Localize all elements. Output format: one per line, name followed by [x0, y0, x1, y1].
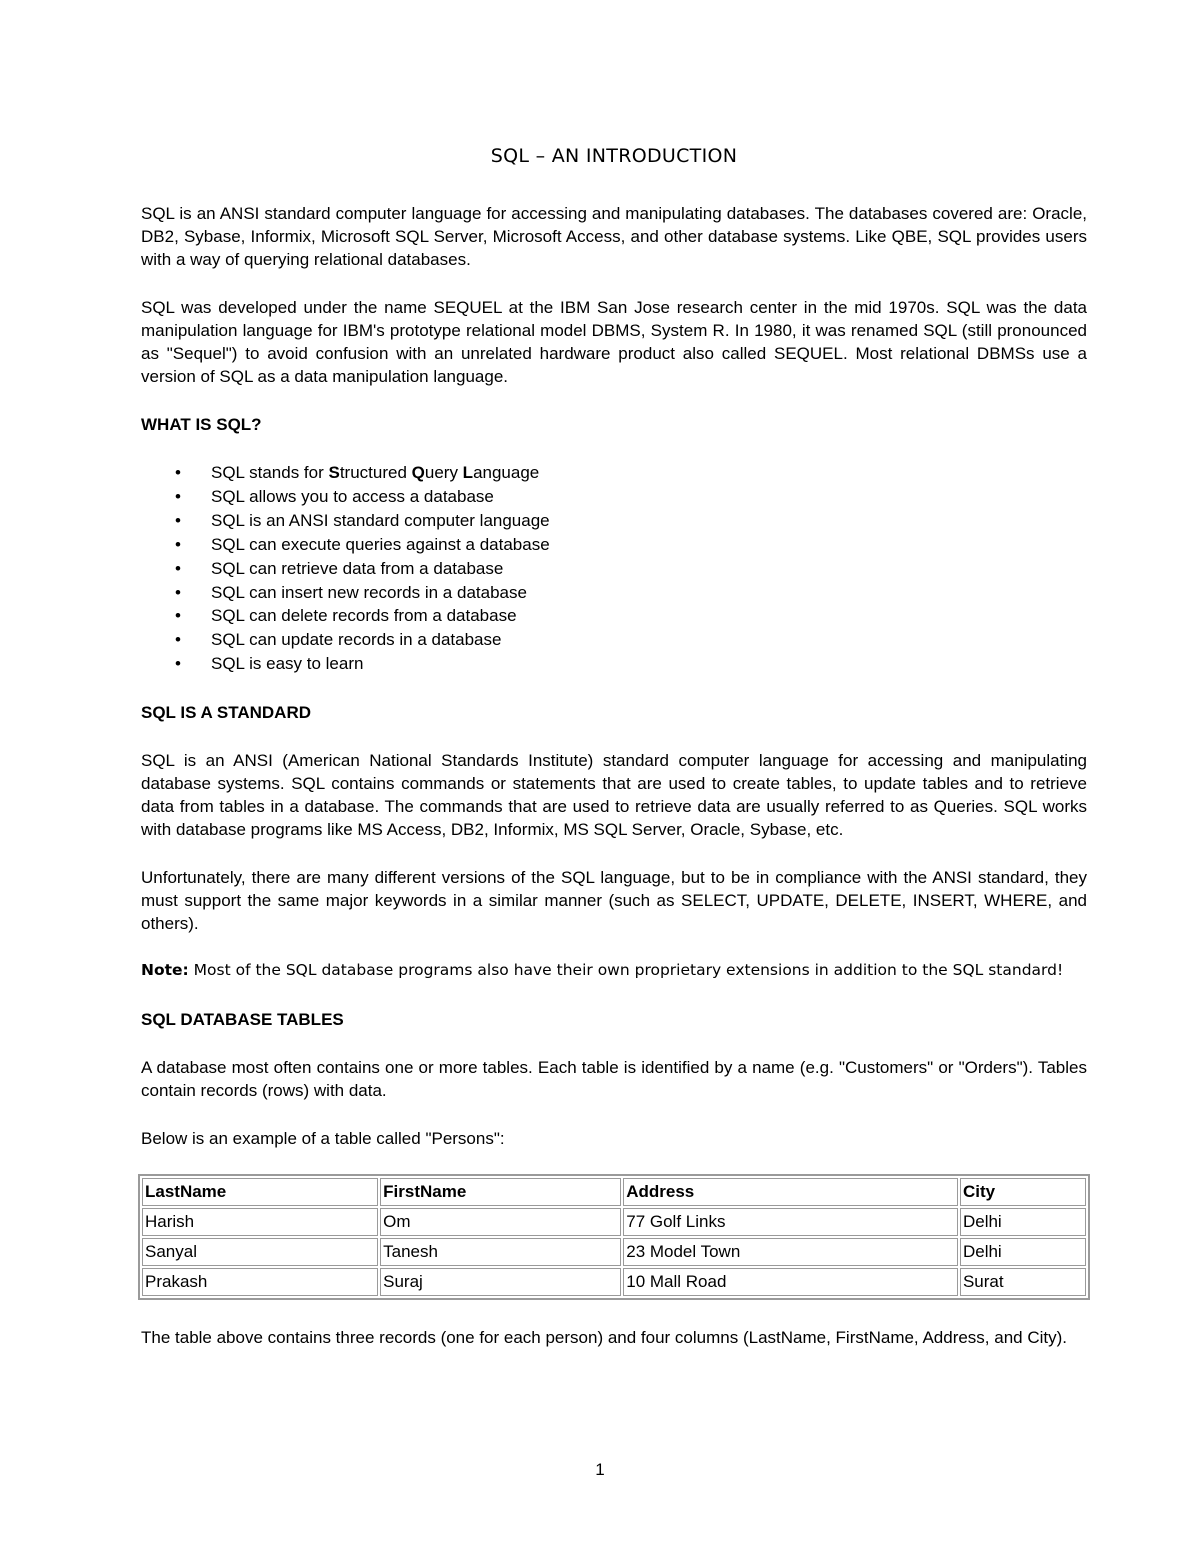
table-header-cell: Address [623, 1178, 958, 1206]
document-title: SQL – AN INTRODUCTION [490, 145, 738, 167]
list-item: • SQL can retrieve data from a database [211, 557, 1087, 581]
tables-paragraph-2: Below is an example of a table called "Persons": [141, 1129, 505, 1149]
table-header-cell: FirstName [380, 1178, 621, 1206]
list-item: • SQL allows you to access a database [211, 485, 1087, 509]
list-item: • SQL stands for Structured Query Language [211, 461, 1087, 485]
list-item: • SQL can insert new records in a database [211, 581, 1087, 605]
standard-paragraph-2: Unfortunately, there are many different versions of the SQL language, but to be in compliance with the ANSI standard, they must support the same major keywords in a similar manner (such as SELECT, UPDATE, DELETE, INSERT, WHERE, and others). [141, 868, 1087, 934]
table-cell: Tanesh [380, 1238, 621, 1266]
table-description: The table above contains three records (one for each person) and four columns (LastName, FirstName, Address, and City). [141, 1328, 1068, 1348]
table-cell: Harish [142, 1208, 378, 1236]
table-cell: Surat [960, 1268, 1086, 1296]
table-cell: Delhi [960, 1238, 1086, 1266]
table-row [142, 1238, 1086, 1266]
table-header-row [142, 1178, 1086, 1206]
intro-paragraph-1: SQL is an ANSI standard computer language for accessing and manipulating databases. The databases covered are: Oracle, DB2, Sybase, Informix, Microsoft SQL Server, Microsoft Access, and other database systems. Like QBE, SQL provides users with a way of querying relational databases. [141, 204, 1087, 269]
tables-paragraph-1: A database most often contains one or more tables. Each table is identified by a name (e.g. "Customers" or "Orders"). Tables contain records (rows) with data. [141, 1058, 1087, 1101]
list-item: • SQL can update records in a database [211, 628, 1087, 652]
heading-what-is-sql: WHAT IS SQL? [141, 415, 262, 434]
table-header-cell: City [960, 1178, 1086, 1206]
list-item: • SQL is an ANSI standard computer language [211, 509, 1087, 533]
persons-table [138, 1174, 1090, 1300]
table-cell: 23 Model Town [623, 1238, 958, 1266]
what-is-sql-list [141, 461, 1087, 676]
table-row [142, 1268, 1086, 1296]
heading-sql-is-a-standard: SQL IS A STANDARD [141, 703, 312, 723]
standard-paragraph-1: SQL is an ANSI (American National Standards Institute) standard computer language for accessing and manipulating database systems. SQL contains commands or statements that are used to create tables, to update tables and to retrieve data from tables in a database. The commands that are used to retrieve data are usually referred to as Queries. SQL works with database programs like MS Access, DB2, Informix, MS SQL Server, Oracle, Sybase, etc. [141, 751, 1087, 840]
note-paragraph [141, 960, 1087, 980]
list-item: • SQL can execute queries against a database [211, 533, 1087, 557]
table-cell: Sanyal [142, 1238, 378, 1266]
table-cell: 10 Mall Road [623, 1268, 958, 1296]
page-content [141, 140, 1087, 1374]
intro-paragraph-2: SQL was developed under the name SEQUEL at the IBM San Jose research center in the mid 1970s. SQL was the data manipulation language for IBM's prototype relational model DBMS, System R. In 1980, it was renamed SQL (still pronounced as "Sequel") to avoid confusion with an unrelated hardware product also called SEQUEL. Most relational DBMSs use a version of SQL as a data manipulation language. [141, 298, 1087, 386]
table-cell: Delhi [960, 1208, 1086, 1236]
note-label: Note: [141, 961, 189, 980]
note-text: Most of the SQL database programs also have their own proprietary extensions in addition to the SQL standard! [188, 961, 1064, 980]
table-cell: Om [380, 1208, 621, 1236]
page-number: 1 [595, 1460, 605, 1479]
table-cell: 77 Golf Links [623, 1208, 958, 1236]
table-header-cell: LastName [142, 1178, 378, 1206]
table-cell: Suraj [380, 1268, 621, 1296]
table-cell: Prakash [142, 1268, 378, 1296]
list-item: • SQL can delete records from a database [211, 604, 1087, 628]
list-item: • SQL is easy to learn [211, 652, 1087, 676]
heading-sql-database-tables: SQL DATABASE TABLES [141, 1010, 344, 1030]
table-row [142, 1208, 1086, 1236]
